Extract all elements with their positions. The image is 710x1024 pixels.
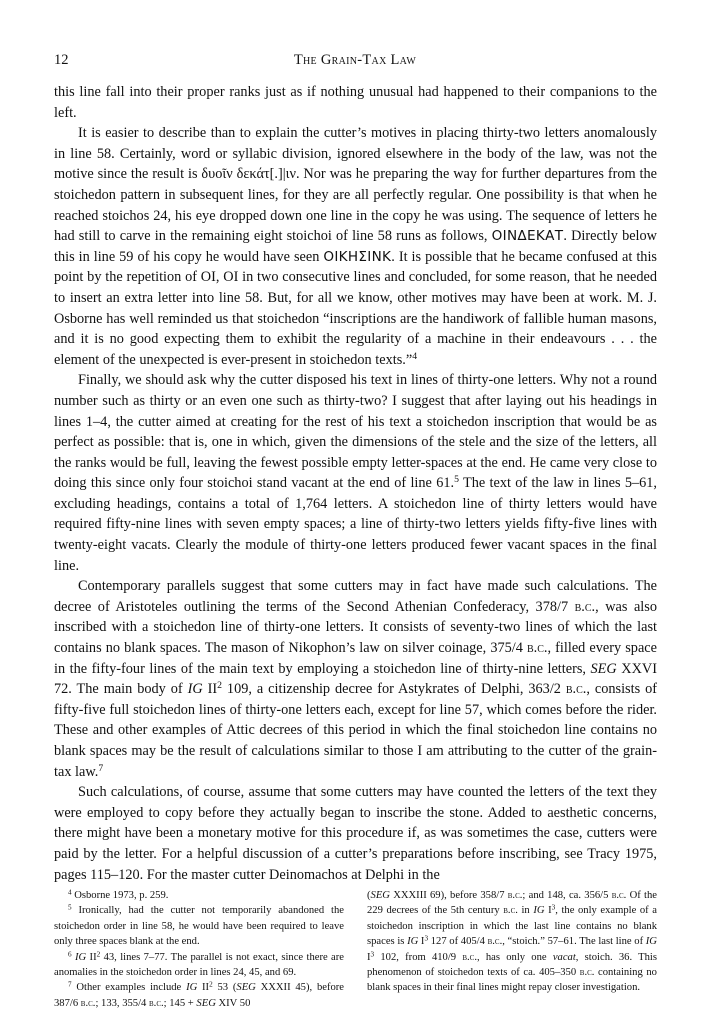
- page-header: [54, 52, 656, 72]
- citation-abbrev: IG: [186, 982, 198, 994]
- era-abbrev: b.c.: [565, 681, 587, 698]
- footnote-marker[interactable]: 5: [454, 474, 459, 486]
- footnote-marker[interactable]: 4: [412, 350, 418, 362]
- superscript: 3: [370, 950, 375, 959]
- paragraph: [54, 370, 657, 576]
- footnote-number: 4: [68, 888, 72, 897]
- superscript: 2: [217, 680, 222, 692]
- text-run: Other examples include: [71, 982, 182, 994]
- text-run: , the only example of a stoichedon inscription in which the last line contains no blank spaces is: [367, 905, 657, 948]
- era-abbrev: b.c.: [526, 640, 548, 657]
- era-abbrev: b.c.: [487, 936, 503, 948]
- text-run: XIV 50: [215, 997, 251, 1009]
- text-run: XXXIII 69), before 358/7: [389, 890, 505, 901]
- superscript: 2: [96, 950, 101, 959]
- text-run: , “stoich.” 57–61. The last line of: [502, 936, 644, 948]
- text-run: 102, from 410/9: [374, 951, 457, 963]
- text-run: 127 of 405/4: [428, 936, 485, 948]
- era-abbrev: b.c.: [507, 890, 523, 901]
- text-run: Finally, we should ask why the cutter disposed his text in lines of thirty-one letters. Why not a round number such as thirty or an even one such as thirty-two? I suggest that after laying out his headings in lines 1–4, the cutter aimed at creating for the rest of his text a stoichedon inscription that would be as perfect as possible: that is, one in which, given the dimensions of the stele and the size of the letters, all the ranks would be full, leaving the fewest possible empty letter-spaces at the end. He came very close to doing this since only four stoichoi stand vacant at the end of line 61.: [54, 372, 657, 492]
- footnote-7: [54, 980, 344, 1011]
- citation-abbrev: IG: [187, 681, 203, 698]
- paragraph: [54, 576, 657, 782]
- citation-abbrev: IG: [407, 936, 419, 948]
- text-run: ; 133, 355/4: [95, 997, 147, 1009]
- text-run: I: [367, 951, 371, 963]
- era-abbrev: b.c.: [80, 997, 96, 1009]
- text-run: XXXII 45), before 387/6: [54, 982, 344, 1009]
- text-run: The text of the law in lines 5–61, excluding headings, contains a total of 1,764 letters. A stoichedon line of thirty letters would have required fifty-nine lines with seven empty spaces; a line of thirty-two letters yields fifty-five lines with twenty-eight vacats. Clearly the module of thirty-one letters produced fewer vacant spaces in the final line.: [54, 475, 658, 574]
- paragraph: [54, 123, 657, 370]
- citation-abbrev: SEG: [196, 997, 216, 1009]
- superscript: 3: [424, 934, 429, 943]
- paragraph: [54, 82, 657, 123]
- text-run: Such calculations, of course, assume that some cutters may have counted the letters of the text they were employed to copy before they actually began to inscribe the stone. Added to aesthetic concerns, there might have been a monetary motive for this procedure if, as was sometimes the case, cutters were paid by the letter. For a helpful discussion of a cutter’s preparations before inscribing, see Tracy 1975, pages 115–120. For the master cutter Deinomachos at Delphi in the: [54, 784, 657, 883]
- superscript: 3: [551, 903, 556, 912]
- text-run: , stoich. 36. This phenomenon of stoichedon texts of ca. 405–350: [367, 951, 657, 979]
- text-run: II: [86, 951, 97, 963]
- citation-abbrev: SEG: [590, 660, 617, 677]
- era-abbrev: b.c.: [574, 598, 596, 615]
- text-run: . It is possible that he became confused at this point by the repetition of ΟΙ, ΟΙ in two consecutive lines and concluded, for some reason, that he needed to insert an extra letter into line 58. But, for all we know, other motives may have been at work. M. J. Osborne has well reminded us that stoichedon “inscriptions are the handiwork of fallible human masons, and it is no good expecting them to exhibit the regularity of a machine in their endeavours . . . the element of the unexpected is ever-present in stoichedon texts.”: [54, 248, 657, 368]
- era-abbrev: b.c.: [503, 905, 518, 917]
- text-run: , consists of fifty-five full stoichedon lines of thirty-one letters each, except for line 57, which comes before the rider. These and other examples of Attic decrees of this period in which the final stoichedon line contains no blank spaces may be the result of calculations similar to those I am attributing to the cutter of the grain-tax law.: [54, 681, 657, 780]
- italic-term: vacat: [552, 951, 576, 963]
- footnote-marker[interactable]: 7: [98, 762, 104, 774]
- text-run: , filled every space in the fifty-four lines of the main text by employing a stoichedon line of thirty-nine letters,: [54, 640, 657, 677]
- text-run: , was also inscribed with a stoichedon line of thirty-one letters. It consists of seventy-two lines of which the last contains no blank spaces. The mason of Nikophon’s law on silver coinage, 375/4: [54, 598, 657, 657]
- text-run: II: [202, 681, 218, 698]
- era-abbrev: b.c.: [462, 951, 477, 963]
- text-run: Osborne 1973, p. 259.: [71, 890, 169, 901]
- era-abbrev: b.c.: [611, 890, 627, 901]
- text-run: 109, a citizenship decree for Astykrates of Delphi, 363/2: [222, 681, 561, 698]
- running-head: The Grain-Tax Law: [293, 52, 417, 68]
- footnote-5: [54, 903, 344, 949]
- main-text: [54, 82, 657, 885]
- era-abbrev: b.c.: [149, 997, 164, 1009]
- text-run: (: [367, 890, 371, 901]
- citation-abbrev: SEG: [370, 890, 390, 901]
- text-run: Ironically, had the cutter not temporarily abandoned the stoichedon order in line 58, he would have been required to leave only three spaces blank at the end.: [54, 905, 344, 948]
- footnote-number: 6: [68, 950, 72, 959]
- footnote-number: 5: [68, 903, 72, 912]
- superscript: 2: [209, 980, 213, 989]
- text-run: this line fall into their proper ranks just as if nothing unusual had happened to their companions to the left.: [54, 84, 657, 121]
- text-run: XXVI 72. The main body of: [54, 660, 657, 698]
- footnotes: [54, 888, 657, 1011]
- text-run: , has only one: [476, 951, 547, 963]
- greek-letter-sequence: ΟΙΚΗΣΙΝΚ: [323, 248, 392, 265]
- citation-abbrev: IG: [74, 951, 87, 963]
- footnote-column-left: [54, 888, 344, 1011]
- greek-letter-sequence: ΟΙΝΔΕΚΑΤ: [491, 228, 564, 245]
- text-run: in: [517, 905, 530, 917]
- text-run: Contemporary parallels suggest that some cutters may in fact have made such calculations. The decree of Aristoteles outlining the terms of the Second Athenian Confederacy, 378/7: [54, 578, 657, 615]
- paragraph: [54, 782, 657, 885]
- footnote-6: [54, 950, 344, 981]
- text-run: ; 145 +: [163, 997, 194, 1009]
- text-run: II: [197, 982, 210, 994]
- footnote-4: [54, 888, 344, 903]
- text-run: Of the 229 decrees of the 5th century: [367, 890, 657, 917]
- text-run: It is easier to describe than to explain the cutter’s motives in placing thirty-two letters anomalously in line 58. Certainly, word or syllabic division, ignored elsewhere in the body of the law, was not the motive since the result is δυοῖν δεκάτ[.]|ιν. Nor was he preparing the way for further departures from the stoichedon pattern in subsequent lines, for they are all perfectly regular. One possibility is that when he reached stoichos 24, his eye dropped down one line in the copy he was using. The sequence of letters he had still to carve in the remaining eight stoichoi of line 58 runs as follows,: [54, 125, 657, 245]
- citation-abbrev: IG: [533, 905, 545, 917]
- text-run: I: [418, 936, 425, 948]
- era-abbrev: b.c.: [579, 967, 595, 979]
- footnote-number: 7: [68, 980, 72, 989]
- footnote-7-continued: [367, 888, 657, 996]
- text-run: 43, lines 7–77. The parallel is not exact, since there are anomalies in the stoichedon order in lines 24, 45, and 69.: [54, 951, 344, 979]
- citation-abbrev: IG: [645, 936, 657, 948]
- citation-abbrev: SEG: [236, 982, 256, 994]
- page-number: 12: [54, 52, 69, 68]
- text-run: I: [544, 905, 552, 917]
- text-run: 53 (: [212, 982, 237, 994]
- text-run: ; and 148, ca. 356/5: [522, 890, 609, 901]
- text-run: . Directly below this in line 59 of his copy he would have seen: [54, 228, 658, 265]
- footnote-column-right: [367, 888, 657, 1011]
- text-run: containing no blank spaces in their final lines might repay closer investigation.: [367, 967, 657, 994]
